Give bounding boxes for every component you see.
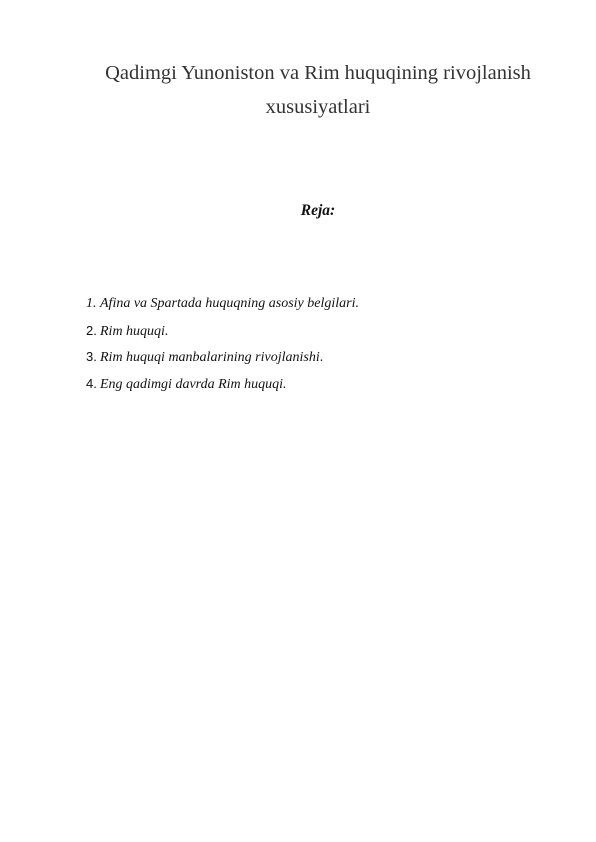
plan-item-tail: . (319, 350, 324, 365)
plan-item-text: Rim huquqi manbalarining rivojlanishi (100, 350, 320, 365)
plan-item-text: Eng qadimgi davrda Rim huquqi. (100, 376, 287, 392)
plan-item-number: 4. (86, 375, 97, 391)
plan-item-text: Rim huquqi. (100, 323, 169, 339)
plan-item-text: Afina va Spartada huquqning asosiy belgilari. (100, 296, 359, 311)
plan-item (86, 349, 359, 376)
plan-item-number: 1. (86, 296, 97, 311)
plan-item (86, 376, 359, 403)
document-title (40, 56, 596, 124)
plan-item (86, 323, 359, 350)
plan-heading: Reja: (300, 202, 336, 219)
plan-item-number: 2. (86, 322, 97, 338)
title-line-2: xususiyatlari (265, 96, 371, 118)
title-line-1: Qadimgi Yunoniston va Rim huquqining rivojlanish (105, 62, 531, 84)
plan-list (86, 296, 359, 402)
plan-item (86, 296, 359, 323)
plan-item-number: 3. (86, 349, 97, 364)
